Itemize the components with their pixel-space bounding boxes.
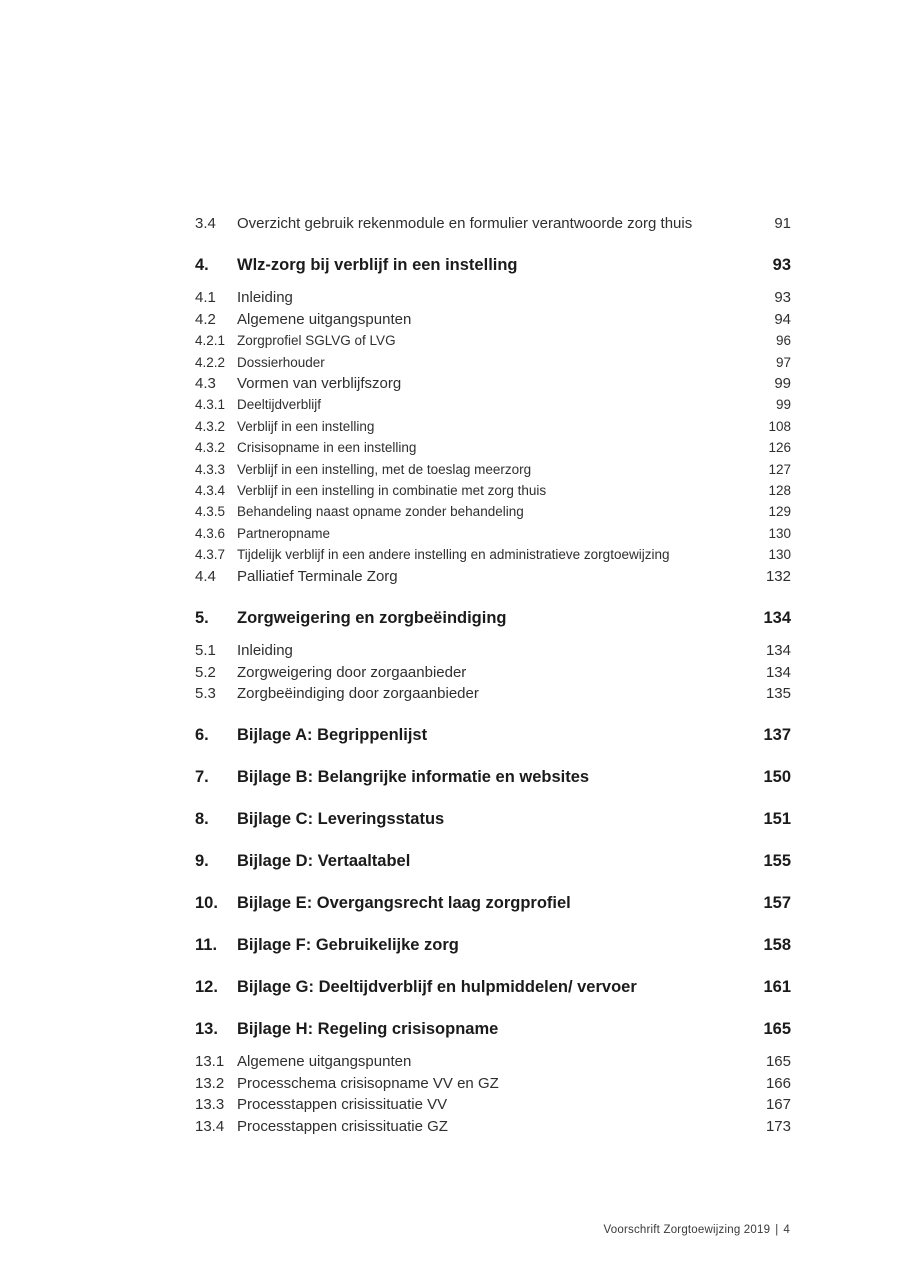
- toc-entry-title: Partneropname: [237, 525, 331, 541]
- toc-heading-row: [195, 254, 791, 276]
- toc-entry-number: 4.3: [195, 375, 216, 393]
- toc-entry-number: 5.1: [195, 642, 216, 660]
- toc-entry-number: 13.: [195, 1020, 218, 1039]
- toc-row: [195, 640, 791, 661]
- toc-entry-title: Verblijf in een instelling in combinatie met zorg thuis: [237, 483, 547, 499]
- toc-entry-page: 127: [768, 461, 791, 477]
- toc-entry-page: 91: [774, 215, 791, 232]
- toc-entry-number: 10.: [195, 894, 218, 913]
- toc-entry-title: Verblijf in een instelling, met de toeslag meerzorg: [237, 461, 532, 477]
- footer-page-number: 4: [783, 1224, 790, 1236]
- toc-entry-page: 130: [768, 525, 791, 541]
- toc-entry-page: 134: [765, 663, 791, 681]
- toc-row: [195, 394, 791, 415]
- toc-entry-number: 9.: [195, 852, 209, 871]
- toc-entry-page: 129: [768, 504, 791, 520]
- footer-separator: |: [775, 1224, 779, 1236]
- toc-entry-page: 165: [765, 1053, 791, 1071]
- toc-entry-title: Bijlage B: Belangrijke informatie en websites: [237, 768, 590, 787]
- toc-entry-number: 4.3.5: [195, 504, 226, 520]
- toc-row: [195, 373, 791, 394]
- toc-entry-page: 150: [763, 768, 791, 787]
- toc-row: [195, 213, 791, 234]
- toc-entry-title: Verblijf in een instelling: [237, 418, 375, 434]
- footer-document-title: Voorschrift Zorgtoewijzing 2019: [603, 1224, 771, 1236]
- toc-entry-page: 167: [765, 1096, 791, 1114]
- toc-row: [195, 501, 791, 522]
- toc-row: [195, 459, 791, 480]
- toc-row: [195, 352, 791, 373]
- toc-entry-title: Bijlage H: Regeling crisisopname: [237, 1020, 499, 1039]
- toc-entry-page: 155: [763, 852, 791, 871]
- toc-heading-row: [195, 724, 791, 746]
- toc-entry-page: 130: [768, 547, 791, 563]
- toc-entry-page: 96: [775, 333, 791, 349]
- toc-entry-page: 99: [775, 397, 791, 413]
- toc-entry-number: 3.4: [195, 215, 216, 232]
- toc-entry-page: 108: [768, 418, 791, 434]
- toc-entry-number: 4.3.4: [195, 483, 226, 499]
- toc-entry-title: Algemene uitgangspunten: [237, 1053, 412, 1071]
- toc-entry-title: Zorgprofiel SGLVG of LVG: [237, 333, 396, 349]
- toc-entry-page: 157: [763, 894, 791, 913]
- toc-row: [195, 523, 791, 544]
- toc-entry-number: 13.3: [195, 1096, 225, 1114]
- toc-entry-title: Bijlage G: Deeltijdverblijf en hulpmiddelen/ vervoer: [237, 978, 637, 997]
- page-footer: [604, 1224, 790, 1236]
- toc-entry-title: Vormen van verblijfszorg: [237, 375, 402, 393]
- toc-entry-number: 13.4: [195, 1117, 225, 1135]
- toc-entry-title: Zorgbeëindiging door zorgaanbieder: [237, 684, 479, 702]
- toc-heading-row: [195, 976, 791, 998]
- toc-entry-page: 126: [768, 440, 791, 456]
- toc-entry-number: 4.3.1: [195, 397, 226, 413]
- toc-entry-page: 134: [763, 609, 791, 628]
- toc-row: [195, 480, 791, 501]
- toc-heading-row: [195, 808, 791, 830]
- toc-entry-title: Behandeling naast opname zonder behandeling: [237, 504, 524, 520]
- toc-entry-number: 4.3.7: [195, 547, 226, 563]
- toc-entry-title: Bijlage F: Gebruikelijke zorg: [237, 936, 459, 955]
- toc-entry-title: Processtappen crisissituatie GZ: [237, 1117, 448, 1135]
- toc-entry-page: 158: [763, 936, 791, 955]
- toc-entry-number: 5.2: [195, 663, 216, 681]
- table-of-contents: [195, 213, 791, 1137]
- toc-row: [195, 416, 791, 437]
- toc-entry-page: 151: [763, 810, 791, 829]
- toc-row: [195, 1094, 791, 1115]
- toc-entry-page: 161: [763, 978, 791, 997]
- toc-entry-number: 4.2.2: [195, 354, 226, 370]
- toc-entry-page: 97: [775, 354, 791, 370]
- toc-entry-number: 4.: [195, 256, 209, 275]
- toc-entry-number: 13.2: [195, 1074, 225, 1092]
- toc-entry-number: 4.4: [195, 567, 216, 585]
- toc-heading-row: [195, 766, 791, 788]
- toc-entry-page: 94: [774, 310, 791, 328]
- toc-entry-page: 132: [765, 567, 791, 585]
- toc-row: [195, 287, 791, 308]
- toc-entry-number: 4.3.2: [195, 440, 226, 456]
- toc-entry-title: Inleiding: [237, 289, 293, 307]
- toc-entry-title: Inleiding: [237, 642, 293, 660]
- toc-heading-row: [195, 1018, 791, 1040]
- toc-row: [195, 683, 791, 704]
- toc-entry-page: 173: [765, 1117, 791, 1135]
- toc-entry-number: 5.3: [195, 684, 216, 702]
- toc-entry-title: Tijdelijk verblijf in een andere instelling en administratieve zorgtoewijzing: [237, 547, 670, 563]
- toc-entry-title: Algemene uitgangspunten: [237, 310, 412, 328]
- toc-entry-number: 8.: [195, 810, 209, 829]
- toc-row: [195, 1051, 791, 1072]
- toc-row: [195, 662, 791, 683]
- toc-entry-title: Bijlage C: Leveringsstatus: [237, 810, 445, 829]
- toc-entry-title: Overzicht gebruik rekenmodule en formulier verantwoorde zorg thuis: [237, 215, 693, 232]
- toc-entry-title: Zorgweigering door zorgaanbieder: [237, 663, 467, 681]
- toc-entry-number: 4.3.3: [195, 461, 226, 477]
- toc-entry-title: Bijlage D: Vertaaltabel: [237, 852, 411, 871]
- toc-entry-number: 4.2.1: [195, 333, 226, 349]
- toc-entry-page: 134: [765, 642, 791, 660]
- toc-row: [195, 309, 791, 330]
- toc-row: [195, 566, 791, 587]
- toc-entry-number: 5.: [195, 609, 209, 628]
- toc-heading-row: [195, 607, 791, 629]
- toc-entry-page: 166: [765, 1074, 791, 1092]
- toc-entry-page: 135: [765, 684, 791, 702]
- toc-entry-number: 4.1: [195, 289, 216, 307]
- toc-entry-title: Bijlage E: Overgangsrecht laag zorgprofiel: [237, 894, 571, 913]
- toc-entry-title: Processchema crisisopname VV en GZ: [237, 1074, 499, 1092]
- toc-entry-number: 11.: [195, 936, 218, 955]
- toc-entry-page: 165: [763, 1020, 791, 1039]
- toc-entry-page: 137: [763, 726, 791, 745]
- toc-heading-row: [195, 892, 791, 914]
- toc-row: [195, 544, 791, 565]
- toc-entry-number: 4.3.2: [195, 418, 226, 434]
- toc-entry-number: 6.: [195, 726, 209, 745]
- toc-entry-title: Bijlage A: Begrippenlijst: [237, 726, 428, 745]
- toc-entry-number: 12.: [195, 978, 218, 997]
- toc-entry-page: 93: [774, 289, 791, 307]
- toc-entry-title: Dossierhouder: [237, 354, 325, 370]
- toc-entry-page: 128: [768, 483, 791, 499]
- toc-row: [195, 1073, 791, 1094]
- toc-entry-title: Deeltijdverblijf: [237, 397, 322, 413]
- toc-entry-title: Wlz-zorg bij verblijf in een instelling: [237, 256, 518, 275]
- toc-entry-title: Palliatief Terminale Zorg: [237, 567, 398, 585]
- toc-row: [195, 1116, 791, 1137]
- toc-entry-title: Crisisopname in een instelling: [237, 440, 417, 456]
- toc-entry-number: 7.: [195, 768, 209, 787]
- toc-entry-number: 13.1: [195, 1053, 225, 1071]
- toc-row: [195, 437, 791, 458]
- toc-heading-row: [195, 934, 791, 956]
- toc-row: [195, 330, 791, 351]
- toc-entry-title: Zorgweigering en zorgbeëindiging: [237, 609, 507, 628]
- toc-heading-row: [195, 850, 791, 872]
- toc-entry-number: 4.3.6: [195, 525, 226, 541]
- toc-entry-number: 4.2: [195, 310, 216, 328]
- toc-entry-page: 93: [772, 256, 791, 275]
- toc-entry-page: 99: [774, 375, 791, 393]
- toc-entry-title: Processtappen crisissituatie VV: [237, 1096, 448, 1114]
